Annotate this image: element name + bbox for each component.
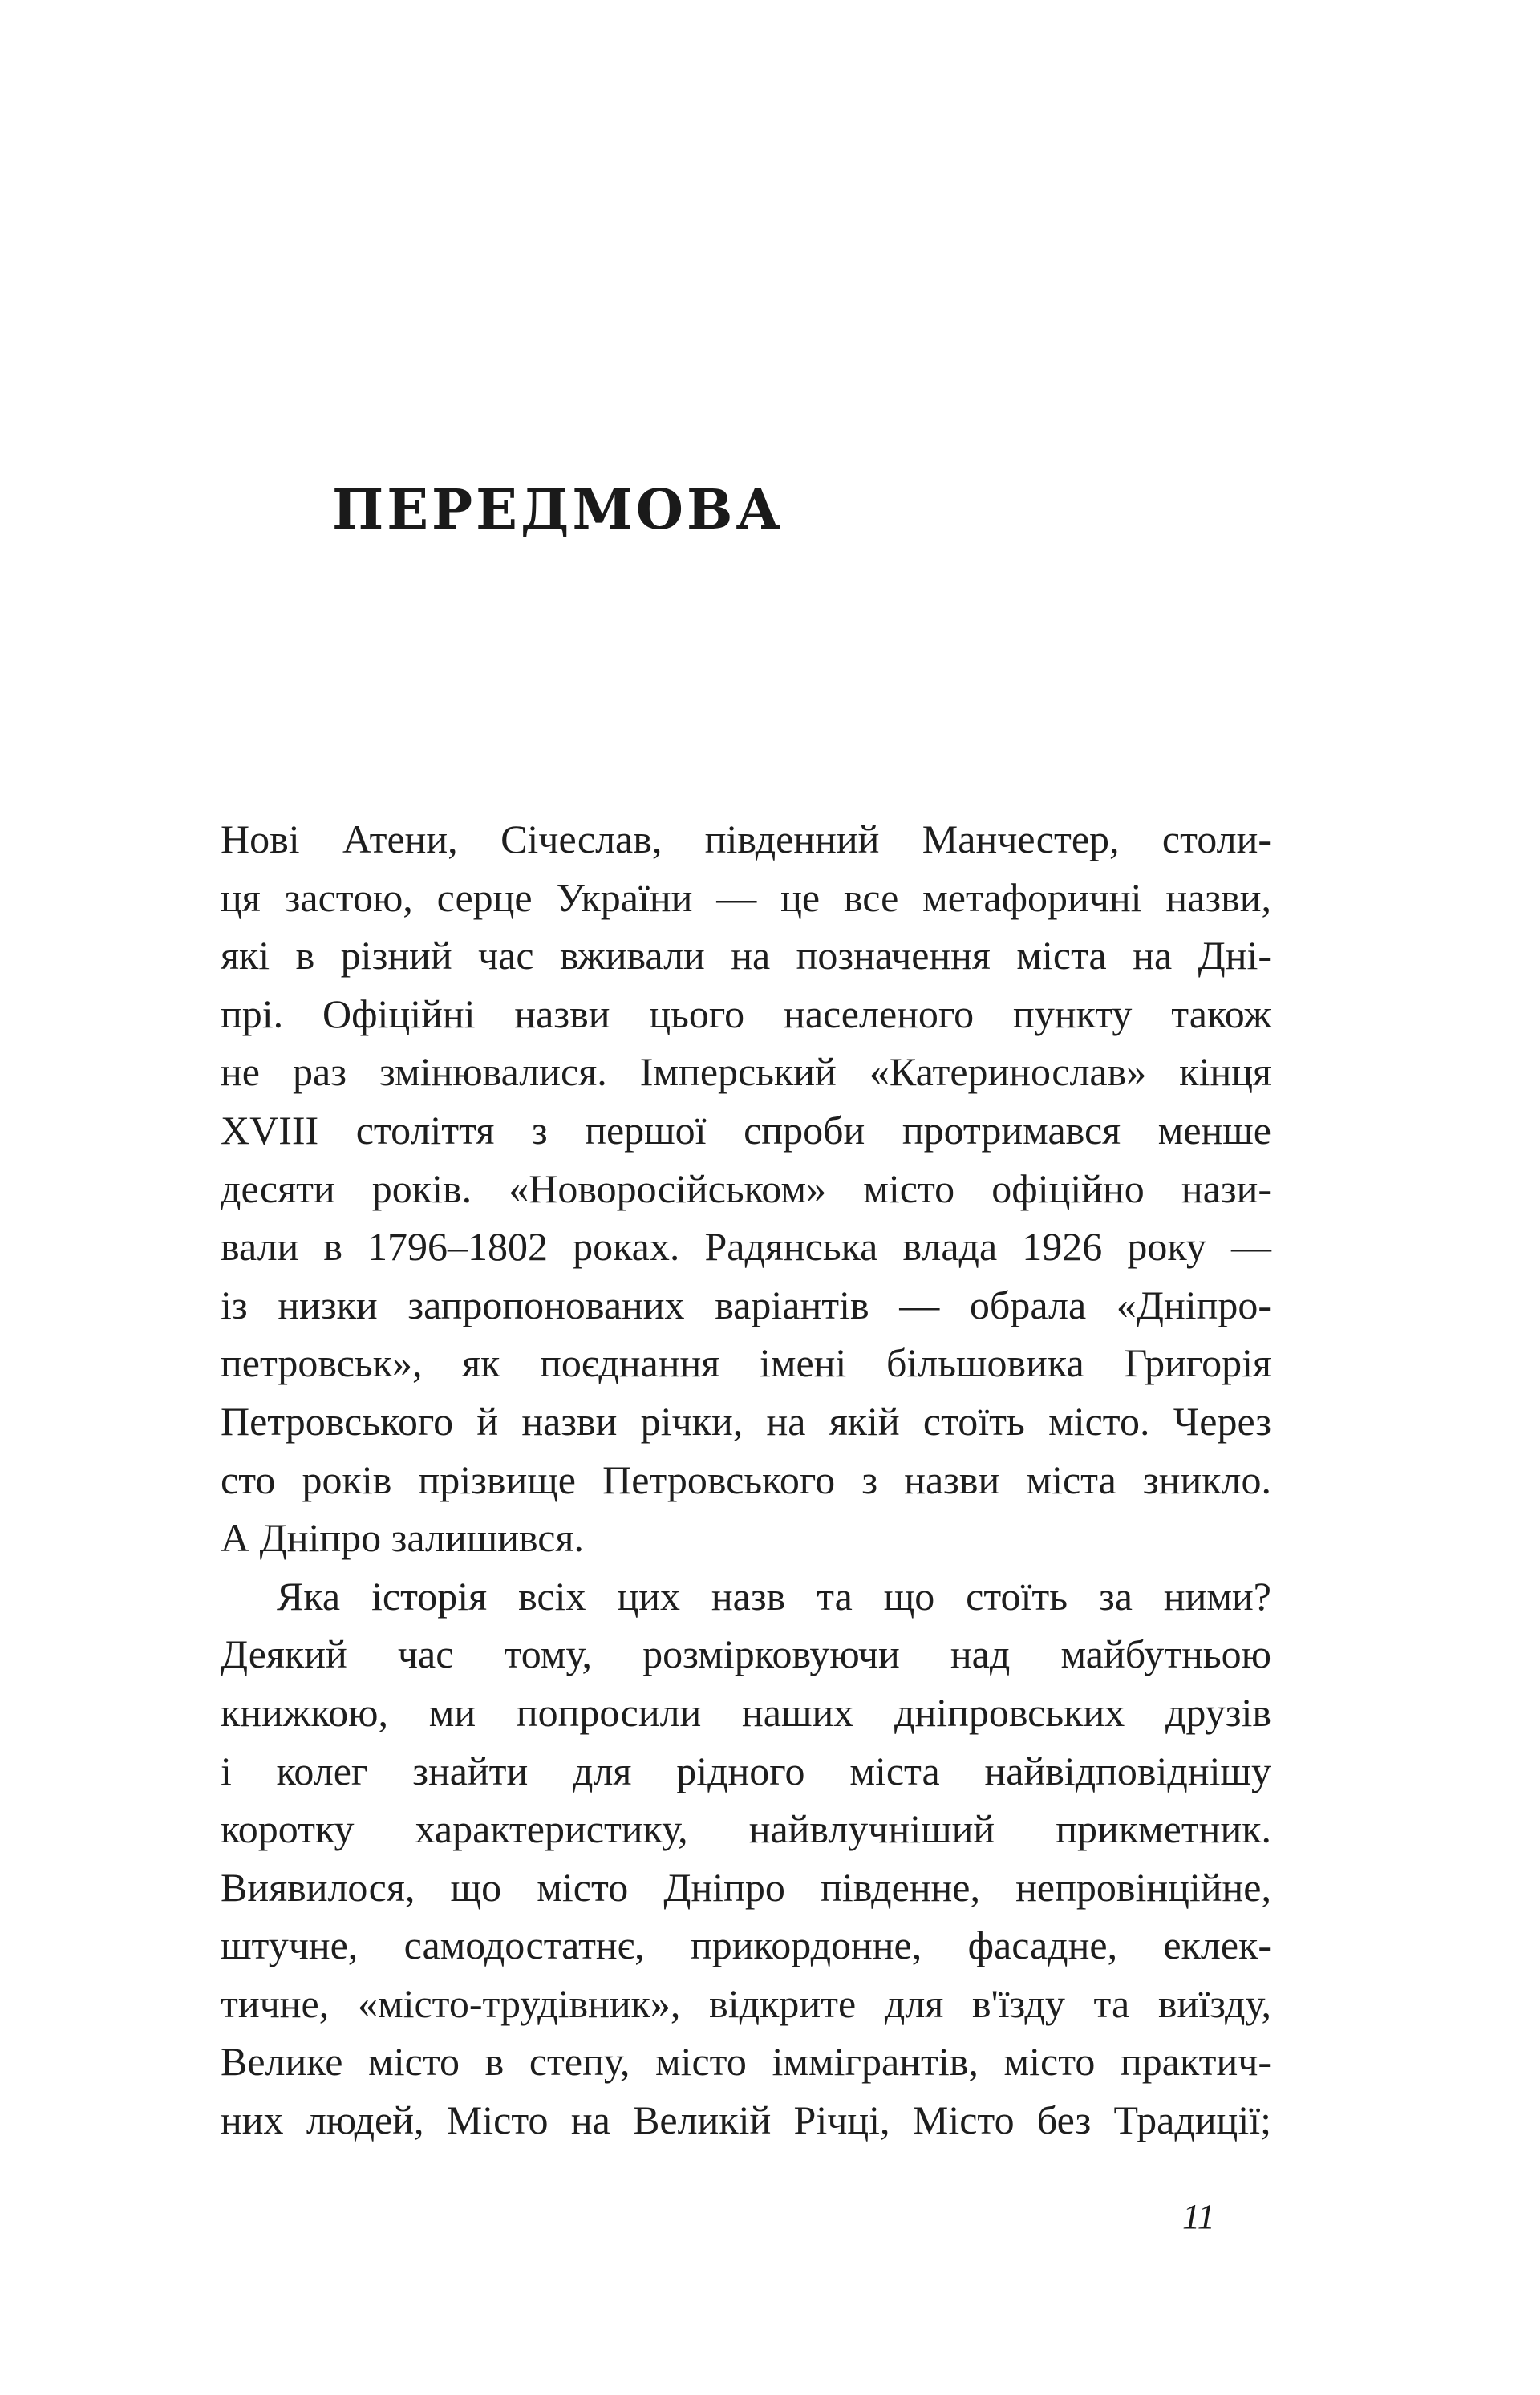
text-line: Яка історія всіх цих назв та що стоїть за ними? xyxy=(277,1573,1271,1619)
text-line: петровськ», як поєднання імені більшовика Григорія xyxy=(221,1340,1271,1386)
text-line: книжкою, ми попросили наших дніпровських друзів xyxy=(221,1689,1271,1735)
text-line: які в різний час вживали на позначення міста на Дні- xyxy=(221,933,1271,979)
text-line: ця застою, серце України — це все метафоричні назви, xyxy=(221,874,1271,920)
text-line: коротку характеристику, найвлучніший прикметник. xyxy=(221,1806,1271,1852)
text-line: них людей, Місто на Великій Річці, Місто без Традиції; xyxy=(221,2097,1271,2143)
text-line: Виявилося, що місто Дніпро південне, непровінційне, xyxy=(221,1864,1271,1910)
text-line: XVIII століття з першої спроби протримався менше xyxy=(221,1107,1271,1153)
chapter-title: ПЕРЕДМОВА xyxy=(332,478,784,542)
text-line: сто років прізвище Петровського з назви міста зникло. xyxy=(221,1457,1271,1502)
text-line: штучне, самодостатнє, прикордонне, фасадне, еклек- xyxy=(221,1923,1271,1968)
text-line: тичне, «місто-трудівник», відкрите для в'їзду та виїзду, xyxy=(221,1980,1271,2026)
text-line: не раз змінювалися. Імперський «Катеринослав» кінця xyxy=(221,1049,1271,1095)
text-line: Петровського й назви річки, на якій стоїть місто. Через xyxy=(221,1398,1271,1444)
text-line: і колег знайти для рідного міста найвідповіднішу xyxy=(221,1748,1271,1793)
page-number: 11 xyxy=(1182,2197,1215,2236)
body-text xyxy=(221,810,1271,2150)
text-line: прі. Офіційні назви цього населеного пункту також xyxy=(221,991,1271,1036)
text-line: А Дніпро залишився. xyxy=(221,1515,584,1561)
text-line: Деякий час тому, розмірковуючи над майбутньою xyxy=(221,1631,1271,1677)
text-line: із низки запропонованих варіантів — обрала «Дніпро- xyxy=(221,1282,1271,1327)
text-line: Велике місто в степу, місто іммігрантів, місто практич- xyxy=(221,2039,1271,2085)
text-line: вали в 1796–1802 роках. Радянська влада 1926 року — xyxy=(221,1224,1271,1270)
text-line: Нові Атени, Січеслав, південний Манчестер, столи- xyxy=(221,817,1271,861)
text-line: десяти років. «Новоросійськом» місто офіційно нази- xyxy=(221,1165,1271,1211)
